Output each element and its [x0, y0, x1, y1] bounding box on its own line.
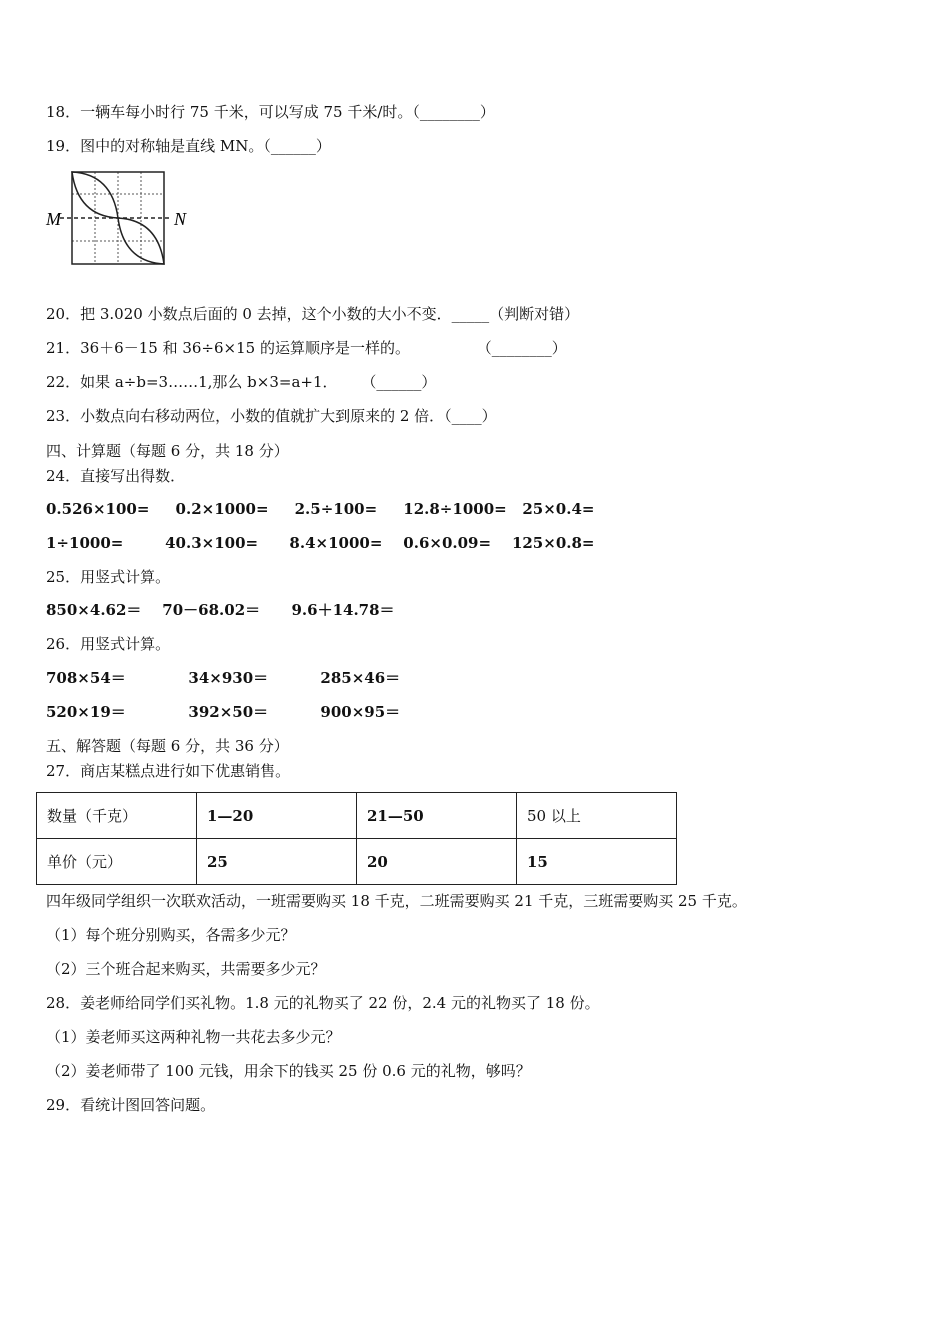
symmetry-figure [44, 168, 204, 268]
question-18: 18．一辆车每小时行 75 千米，可以写成 75 千米/时。（________） [46, 103, 495, 121]
table-row [37, 839, 677, 885]
table-cell: 单价（元） [37, 839, 197, 885]
question-27: 27．商店某糕点进行如下优惠销售。 [46, 762, 291, 780]
q27-part-2: （2）三个班合起来购买，共需要多少元？ [46, 960, 326, 978]
question-20: 20．把 3.020 小数点后面的 0 去掉，这个小数的大小不变．_____（判断对错） [46, 305, 580, 323]
section-5-heading: 五、解答题（每题 6 分，共 36 分） [46, 737, 289, 755]
q24-row-1: 0.526×100= 0.2×1000= 2.5÷100= 12.8÷1000= 25×0.4= [46, 500, 595, 518]
question-19: 19．图中的对称轴是直线 MN。（______） [46, 137, 331, 155]
question-21: 21．36＋6－15 和 36÷6×15 的运算顺序是一样的。 （________） [46, 339, 567, 357]
question-22: 22．如果 a÷b=3……1,那么 b×3=a+1． （______） [46, 373, 437, 391]
q27-part-1: （1）每个班分别购买，各需多少元？ [46, 926, 296, 944]
section-4-heading: 四、计算题（每题 6 分，共 18 分） [46, 442, 289, 460]
q27-text: 四年级同学组织一次联欢活动，一班需要购买 18 千克，二班需要购买 21 千克，三班需要购买 25 千克。 [46, 892, 747, 910]
table-cell: 21—50 [357, 793, 517, 839]
table-cell: 25 [197, 839, 357, 885]
table-cell: 15 [517, 839, 677, 885]
question-28: 28．姜老师给同学们买礼物。1.8 元的礼物买了 22 份，2.4 元的礼物买了 18 份。 [46, 994, 600, 1012]
question-29: 29．看统计图回答问题。 [46, 1096, 216, 1114]
label-n: N [174, 209, 187, 229]
question-23: 23．小数点向右移动两位，小数的值就扩大到原来的 2 倍．（____） [46, 407, 497, 425]
table-cell: 50 以上 [517, 793, 677, 839]
q25-row: 850×4.62＝ 70－68.02＝ 9.6＋14.78＝ [46, 601, 395, 619]
table-row [37, 793, 677, 839]
question-24: 24．直接写出得数． [46, 467, 186, 485]
price-table [36, 792, 677, 885]
table-cell: 20 [357, 839, 517, 885]
q26-row-2: 520×19＝ 392×50＝ 900×95＝ [46, 703, 401, 721]
table-cell: 1—20 [197, 793, 357, 839]
table-cell: 数量（千克） [37, 793, 197, 839]
question-25: 25．用竖式计算。 [46, 568, 171, 586]
q28-part-1: （1）姜老师买这两种礼物一共花去多少元？ [46, 1028, 341, 1046]
question-26: 26．用竖式计算。 [46, 635, 171, 653]
q24-row-2: 1÷1000= 40.3×100= 8.4×1000= 0.6×0.09= 125×0.8= [46, 534, 595, 552]
q28-part-2: （2）姜老师带了 100 元钱，用余下的钱买 25 份 0.6 元的礼物，够吗？ [46, 1062, 531, 1080]
label-m: M [46, 209, 61, 229]
q26-row-1: 708×54＝ 34×930＝ 285×46＝ [46, 669, 401, 687]
